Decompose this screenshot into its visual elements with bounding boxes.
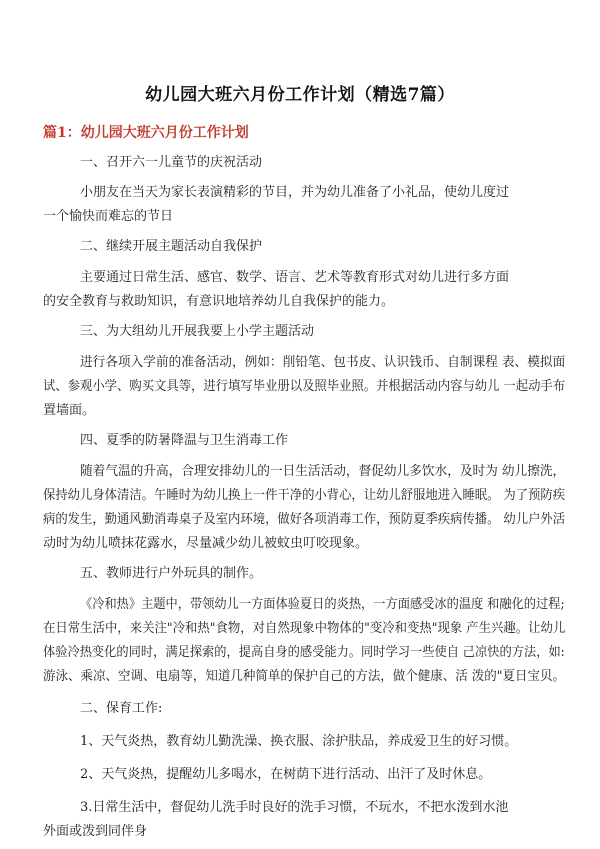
care-item-2: 2、天气炎热，提醒幼儿多喝水，在树荫下进行活动、出汗了及时休息。 <box>80 767 492 782</box>
paragraph-4-line-1: 随着气温的升高，合理安排幼儿的一日生活活动，督促幼儿多饮水，及时为 幼儿擦洗， <box>80 464 566 479</box>
section-heading-care: 二、保育工作: <box>80 701 163 716</box>
care-item-3-line-1: 3.日常生活中，督促幼儿洗手时良好的洗手习惯，不玩水，不把水泼到水池 <box>80 800 509 815</box>
paragraph-4-line-3: 病的发生，勤通风勤消毒桌子及室内环境，做好各项消毒工作，预防夏季疾病传播。 幼儿户外活 <box>43 512 566 527</box>
paragraph-5-line-1: 《冷和热》主题中，带领幼儿一方面体验夏日的炎热，一方面感受冰的温度 和融化的过程; <box>80 597 565 612</box>
paragraph-5-line-4: 游泳、乘凉、空调、电扇等，知道几种简单的保护自己的方法，做个健康、活 泼的"夏日宝贝。 <box>43 669 565 684</box>
care-item-3-line-2: 外面或泼到同伴身 <box>43 824 148 839</box>
section-heading-2: 二、继续开展主题活动自我保护 <box>80 239 263 254</box>
paragraph-2-line-2: 的安全教育与救助知识，有意识地培养幼儿自我保护的能力。 <box>43 294 395 309</box>
article-subtitle: 篇1：幼儿园大班六月份工作计划 <box>43 125 249 141</box>
paragraph-3-line-3: 置墙面。 <box>43 403 96 418</box>
paragraph-4-line-4: 动时为幼儿喷抹花露水，尽量减少幼儿被蚊虫叮咬现象。 <box>43 536 369 551</box>
section-heading-5: 五、教师进行户外玩具的制作。 <box>80 566 263 581</box>
section-heading-3: 三、为大组幼儿开展我要上小学主题活动 <box>80 324 315 339</box>
care-item-1: 1、天气炎热，教育幼儿勤洗澡、换衣服、涂护肤品，养成爱卫生的好习惯。 <box>80 734 518 749</box>
section-heading-1: 一、召开六一儿童节的庆祝活动 <box>80 155 263 170</box>
paragraph-2-line-1: 主要通过日常生活、感官、数学、语言、艺术等教育形式对幼儿进行多方面 <box>80 270 510 285</box>
paragraph-3-line-2: 试、参观小学、购买文具等，进行填写毕业册以及照毕业照。并根据活动内容与幼儿 一起动手布 <box>43 379 566 394</box>
paragraph-5-line-3: 体验冷热变化的同时，满足探索的，提高自身的感受能力。同时学习一些使自 己凉快的方法，如: <box>43 645 565 660</box>
paragraph-1-line-1: 小朋友在当天为家长表演精彩的节目，并为幼儿准备了小礼品，使幼儿度过 <box>80 185 510 200</box>
document-title: 幼儿园大班六月份工作计划（精选7篇） <box>145 85 455 105</box>
paragraph-3-line-1: 进行各项入学前的准备活动，例如：削铅笔、包书皮、认识钱币、自制课程 表、模拟面 <box>80 355 566 370</box>
paragraph-1-line-2: 一个愉快而难忘的节日 <box>43 209 174 224</box>
section-heading-4: 四、夏季的防暑降温与卫生消毒工作 <box>80 433 289 448</box>
paragraph-4-line-2: 保持幼儿身体清洁。午睡时为幼儿换上一件干净的小背心，让幼儿舒服地进入睡眠。 为了预防疾 <box>43 488 566 503</box>
paragraph-5-line-2: 在日常生活中，来关注"冷和热"食物，对自然现象中物体的"变冷和变热"现象 产生兴趣。让幼儿 <box>43 621 566 636</box>
